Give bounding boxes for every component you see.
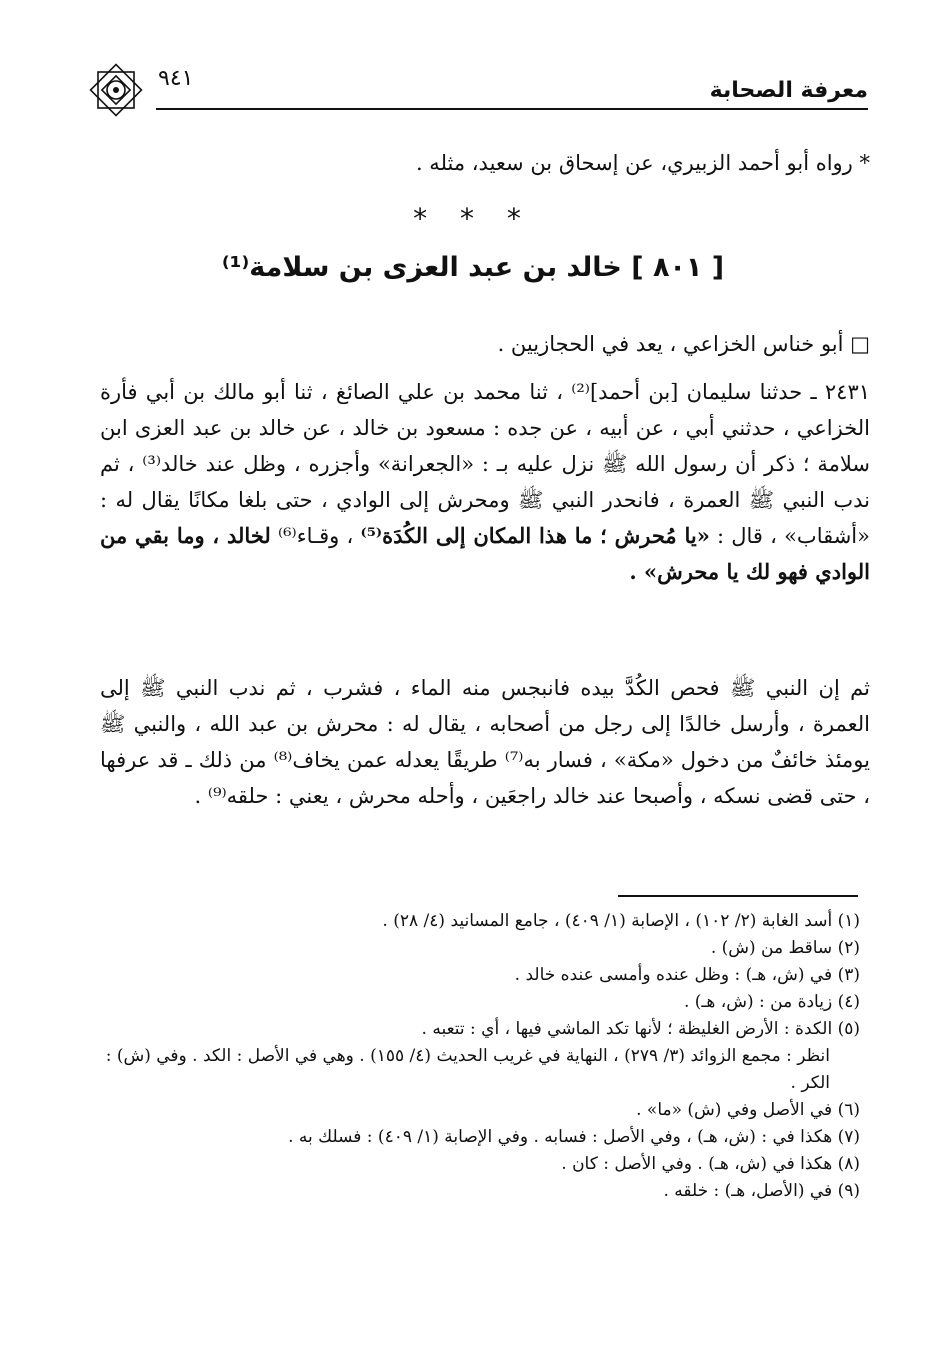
- footnote-6: (٦) في الأصل وفي (ش) «ما» .: [636, 1100, 860, 1120]
- footnote-5: (٥) الكدة : الأرض الغليظة ؛ لأنها تكد الماشي فيها ، أي : تتعبه .: [421, 1019, 860, 1039]
- section-separator: * * *: [413, 202, 533, 235]
- intro-line: * رواه أبو أحمد الزبيري، عن إسحاق بن سعيد، مثله .: [415, 151, 870, 175]
- hadith-part1: ٢٤٣١ ـ حدثنا سليمان [بن أحمد]⁽²⁾ ، ثنا محمد بن علي الصائغ ، ثنا أبو مالك بن أبي فأرة الخزاعي ، حدثني أبي ، عن أبيه ، عن جده : مسعود بن خالد ، عن خالد بن عبد العزى ابن سلامة ؛ ذكر أن رسول الله ﷺ نزل عليه بـ : «الجعرانة» وأجزره ، وظل عند خالد⁽³⁾ ، ثم ندب النبي ﷺ العمرة ، فانحدر النبي ﷺ ومحرش إلى الوادي ، حتى بلغا مكانًا يقال له : «أشقاب» ، قال :: [100, 380, 871, 548]
- footnote-2: (٢) ساقط من (ش) .: [710, 938, 860, 958]
- page-number: ٩٤١: [158, 66, 194, 91]
- footnote-8: (٨) هكذا في (ش، هـ) . وفي الأصل : كان .: [561, 1154, 860, 1174]
- footnote-1: (١) أسد الغابة (٢/ ١٠٢) ، الإصابة (١/ ٤٠٩) ، جامع المسانيد (٤/ ٢٨) .: [382, 911, 860, 931]
- octagram-ornament-icon: [86, 60, 146, 120]
- hadith-bold2: لخالد ، وما بقي من الوادي فهو لك يا محرش» .: [100, 523, 870, 584]
- hadith-part2: ، وقـاء⁽⁶⁾: [270, 524, 361, 548]
- header-rule: [156, 108, 868, 110]
- paragraph2-text: ثم إن النبي ﷺ فحص الكُدَّ بيده فانبجس منه الماء ، فشرب ، ثم ندب النبي ﷺ إلى العمرة ، وأرسل خالدًا إلى رجل من أصحابه ، يقال له : محرش بن عبد الله ، والنبي ﷺ يومئذ خائفٌ من دخول «مكة» ، فسار به⁽⁷⁾ طريقًا يعدله عمن يخاف⁽⁸⁾ من ذلك ـ قد عرفها ، حتى قضى نسكه ، وأصبحا عند خالد راجعَين ، وأحله محرش ، يعني : حلقه⁽⁹⁾ .: [100, 676, 870, 808]
- footnote-rule: [618, 895, 858, 897]
- footnote-4: (٤) زيادة من : (ش، هـ) .: [683, 992, 860, 1012]
- hadith-bold1: «يا مُحرش ؛ ما هذا المكان إلى الكُدَة⁽⁵⁾: [360, 523, 710, 548]
- footnote-3: (٣) في (ش، هـ) : وظل عنده وأمسى عنده خالد .: [514, 965, 860, 985]
- page-header: [86, 52, 868, 110]
- second-paragraph: [100, 670, 870, 814]
- entry-title: [ ٨٠١ ] خالد بن عبد العزى بن سلامة⁽¹⁾: [221, 252, 725, 283]
- footnotes: [100, 908, 860, 1205]
- running-title: معرفة الصحابة: [709, 78, 868, 103]
- footnote-9: (٩) في (الأصل، هـ) : خلقه .: [663, 1181, 860, 1201]
- footnote-5-continuation: انظر : مجمع الزوائد (٣/ ٢٧٩) ، النهاية في غريب الحديث (٤/ ١٥٥) . وهي في الأصل : الكد . وفي (ش) : الكر .: [105, 1046, 830, 1093]
- hadith-paragraph: [100, 374, 870, 590]
- intro-paragraph: [100, 145, 870, 181]
- footnote-7: (٧) هكذا في : (ش، هـ) ، وفي الأصل : فسابه . وفي الإصابة (١/ ٤٠٩) : فسلك به .: [288, 1127, 860, 1147]
- hadith-text: [100, 374, 870, 590]
- kunya-line: □ أبو خناس الخزاعي ، يعد في الحجازيين .: [497, 332, 870, 356]
- kunya-paragraph: [100, 326, 870, 362]
